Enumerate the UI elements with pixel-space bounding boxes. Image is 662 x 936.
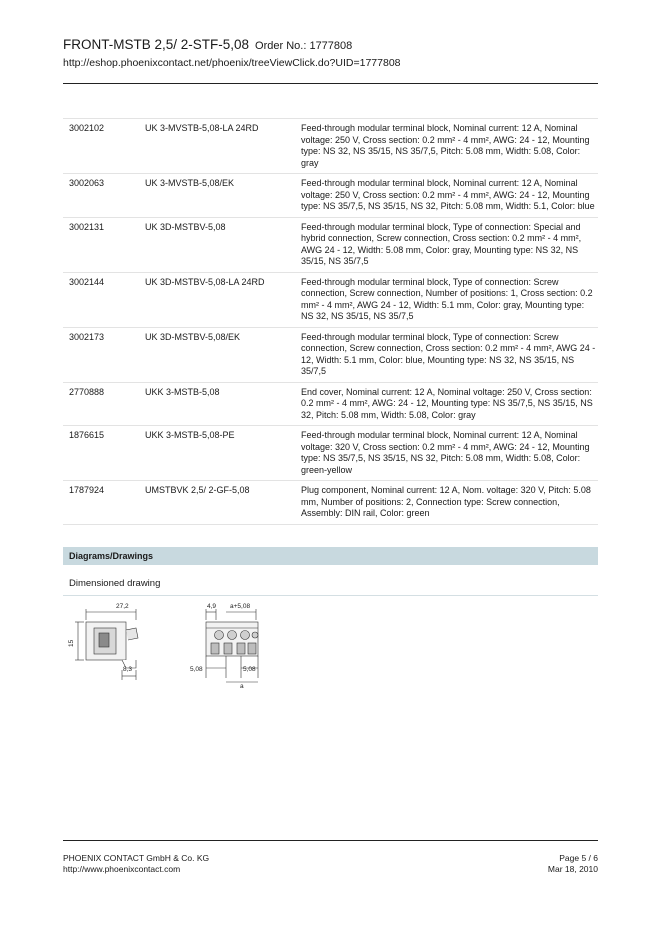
footer-divider [63,840,598,841]
table-row [63,174,598,218]
accessories-table [63,118,598,525]
dim-front-right-bottom: 5,08 [243,666,256,673]
item-name: UMSTBVK 2,5/ 2-GF-5,08 [145,485,250,495]
dim-side-bottom: 8,3 [123,666,133,673]
footer-right [548,853,598,875]
item-description: End cover, Nominal current: 12 A, Nominal voltage: 250 V, Cross section: 0.2 mm² - 4 mm², AWG: 24 - 12, Mounting type: NS 35/7,5, NS 35/15, NS 32, Pitch: 5.08 mm, Width: 5.08, Color: gray [301,386,593,420]
page-number: Page 5 / 6 [559,853,598,863]
order-number: Order No.: 1777808 [255,40,353,52]
dim-front-pitch: a+5,08 [230,603,251,610]
footer-website[interactable]: http://www.phoenixcontact.com [63,864,181,874]
dim-front-left: 4,9 [207,603,217,610]
table-row [63,383,598,427]
product-title: FRONT-MSTB 2,5/ 2-STF-5,08 [63,37,250,52]
table-row [63,328,598,383]
dim-side-width: 27,2 [116,603,129,610]
item-name: UK 3D-MSTBV-5,08-LA 24RD [145,276,265,287]
item-number: 2770888 [69,386,105,397]
product-url[interactable]: http://eshop.phoenixcontact.net/phoenix/treeViewClick.do?UID=1777808 [63,57,401,69]
dim-front-left-bottom: 5,08 [190,666,203,673]
item-description: Feed-through modular terminal block, Nominal current: 12 A, Nominal voltage: 320 V, Cross section: 0.2 mm² - 4 mm², AWG: 24 - 12, Mounting type: NS 35/7,5, NS 35/15, NS 32, Pitch: 5.08 mm, Width: 5.08, Color: green-yellow [301,430,590,475]
document-date: Mar 18, 2010 [547,864,598,874]
item-number: 3002102 [69,123,105,133]
item-name: UK 3-MVSTB-5,08/EK [145,178,235,188]
item-number: 1876615 [69,430,105,440]
page-header [63,36,598,70]
item-description: Feed-through modular terminal block, Nominal current: 12 A, Nominal voltage: 250 V, Cross section: 0.2 mm² - 4 mm², AWG: 24 - 12, Mounting type: NS 35/7,5, NS 35/15, NS 32, Pitch: 5.08 mm, Width: 5.1, Color: blue [301,178,595,211]
table-row [63,426,598,481]
item-number: 3002131 [69,221,105,232]
item-description: Feed-through modular terminal block, Type of connection: Special and hybrid connection, Screw connection, Cross section: 0.2 mm² - 4 mm², AWG 24 - 12, Width: 5.08 mm, Color: gray, Mounting type: NS 32, NS 35/15, NS 35/7,5 [301,221,582,266]
subsection-divider [63,595,598,596]
footer-company: PHOENIX CONTACT GmbH & Co. KG [63,853,210,863]
item-description: Plug component, Nominal current: 12 A, Nom. voltage: 320 V, Pitch: 5.08 mm, Number of positions: 2, Connection type: Screw connection, Assembly: DIN rail, Color: green [301,485,591,518]
dim-side-height: 15 [68,639,75,647]
item-name: UK 3D-MSTBV-5,08/EK [145,331,241,342]
product-title-line [63,36,598,55]
dim-front-a: a [240,683,244,690]
item-description: Feed-through modular terminal block, Nominal current: 12 A, Nominal voltage: 250 V, Cross section: 0.2 mm² - 4 mm², AWG: 24 - 12, Mounting type: NS 32, NS 35/15, NS 35/7,5, Pitch: 5.08 mm, Width: 5.08, Color: gray [301,123,590,168]
table-row [63,481,598,525]
table-row [63,218,598,273]
item-number: 3002063 [69,178,105,188]
item-name: UKK 3-MSTB-5,08-PE [145,430,235,440]
dimensioned-drawing-label: Dimensioned drawing [69,578,161,589]
item-number: 1787924 [69,485,105,495]
section-header-diagrams: Diagrams/Drawings [63,547,598,565]
item-number: 3002144 [69,276,105,287]
dimensioned-drawing [66,598,286,695]
table-row [63,119,598,174]
item-name: UK 3-MVSTB-5,08-LA 24RD [145,123,259,133]
item-number: 3002173 [69,331,105,342]
header-divider [63,83,598,84]
item-description: Feed-through modular terminal block, Type of connection: Screw connection, Screw connection, Cross section: 0.2 mm² - 4 mm², AWG 24 - 12, Width: 5.1 mm, Color: blue, Mounting type: NS 32, NS 35/15, NS 35/7,5 [301,331,596,376]
item-name: UKK 3-MSTB-5,08 [145,386,220,397]
dimension-drawing-svg [66,598,286,690]
item-description: Feed-through modular terminal block, Type of connection: Screw connection, Screw connection, Number of positions: 1, Cross section: 0.2 mm² - 4 mm², AWG 24 - 12, Width: 5.1 mm, Color: gray, Mounting type: NS 32, NS 35/15, NS 35/7,5 [301,276,593,321]
table-row [63,273,598,328]
footer-left [63,853,209,875]
item-name: UK 3D-MSTBV-5,08 [145,221,226,232]
